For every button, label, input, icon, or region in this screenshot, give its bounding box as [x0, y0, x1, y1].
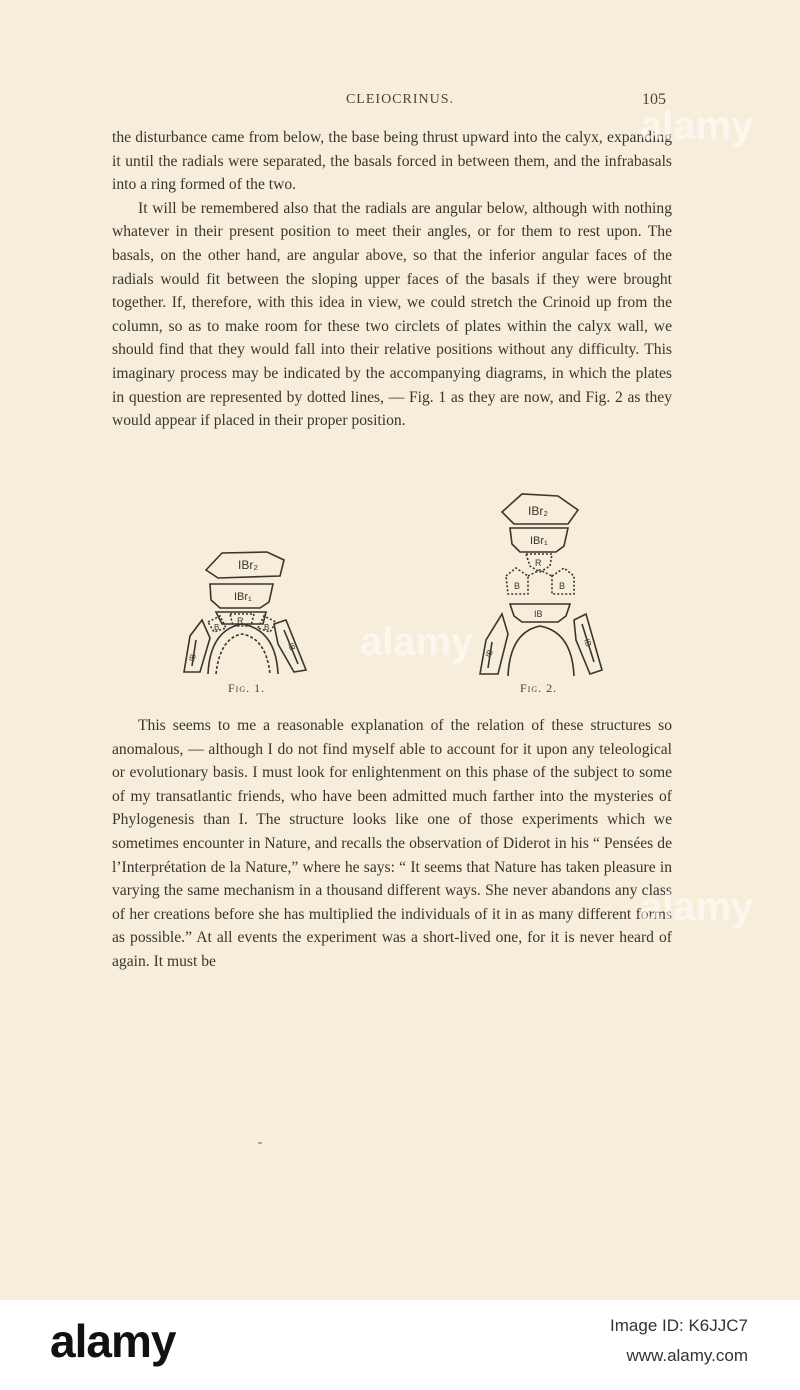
fig2-label-ibr1: IBr₁ — [530, 535, 548, 547]
fig1-label-b-right: B — [264, 623, 270, 632]
fig2-label-b-left: B — [514, 581, 521, 591]
fig1-label-ibr2: IBr₂ — [238, 558, 258, 572]
fig1-plate-ib-left — [184, 620, 210, 672]
fig2-label-ibr2: IBr₂ — [528, 504, 548, 518]
page-number: 105 — [642, 91, 666, 108]
image-id-label: Image ID: K6JJC7 — [610, 1316, 748, 1335]
fig2-label-ib-center: IB — [534, 609, 543, 619]
fig1-label-ib-left: IB — [187, 652, 198, 663]
body-text-bottom — [112, 714, 672, 974]
brand-logo: alamy — [50, 1315, 176, 1367]
watermark-right: alamy — [640, 885, 754, 929]
paragraph-3: This seems to me a reasonable explanation of the relation of these structures so anomalous, — although I do not find myself able to account for it upon any teleological or evolutionary basis. I must look for enlightenment on this phase of the subject to some of my transatlantic friends, who have been admitted much farther into the mysteries of Phylogenesis than I. The structure looks like one of those experiments which we sometimes encounter in Nature, and recalls the observation of Diderot in his “ Pensées de l’Interprétation de la Nature,” where he says: “ It seems that Nature has taken pleasure in varying the same mechanism in a thousand different ways. She never abandons any class of her creations before she has multiplied the individuals of it in as many different forms as possible.” At all events the experiment was a short-lived one, for it is never heard of again. It must be — [112, 717, 672, 970]
watermark-top-right: alamy — [640, 104, 754, 148]
body-text-top — [112, 126, 672, 433]
figure-1-svg — [170, 540, 320, 680]
fig1-label-r: R — [237, 616, 244, 626]
fig2-plate-ib-left — [480, 614, 508, 674]
running-title: CLEIOCRINUS. — [345, 92, 455, 107]
fig2-connector — [528, 570, 552, 576]
figure-1-diagram — [170, 540, 320, 680]
fig1-label-ib-right: IB — [286, 641, 298, 652]
paragraph-1: the disturbance came from below, the base being thrust upward into the calyx, expanding it until the radials were separated, the basals forced in between them, and the infrabasals into a ring formed of the two. — [112, 129, 672, 194]
figure-2-caption: Fig. 2. — [520, 681, 558, 695]
paragraph-2: It will be remembered also that the radials are angular below, although with nothing whatever in their present position to meet their angles, or for them to rest upon. The basals, on the other hand, are angular above, so that the inferior angular faces of the radials would fit between the sloping upper faces of the basals if they were brought together. If, therefore, with this idea in view, we could stretch the Crinoid up from the column, so as to make room for these two circlets of plates within the calyx wall, we should find that they would fall into their relative positions without any difficulty. This imaginary process may be indicated by the accompanying diagrams, in which the plates in question are represented by dotted lines, — Fig. 1 as they are now, and Fig. 2 as they would appear if placed in their proper position. — [112, 199, 672, 430]
fig1-label-ibr1: IBr₁ — [234, 591, 252, 603]
fig2-label-b-right: B — [559, 581, 566, 591]
fig2-label-ib-left: IB — [483, 648, 496, 659]
fig1-label-b-left: B — [214, 623, 220, 632]
watermark-center: alamy — [360, 620, 474, 664]
figure-1-caption: Fig. 1. — [228, 681, 266, 695]
figure-2-diagram — [472, 490, 612, 680]
fig2-column-arc — [508, 626, 574, 676]
fig1-column-arc-inner — [216, 634, 270, 674]
fig2-label-ib-right: IB — [582, 637, 594, 648]
scan-speck — [258, 1142, 262, 1144]
figure-2-svg — [472, 490, 612, 680]
fig2-label-r: R — [535, 558, 542, 568]
site-url: www.alamy.com — [626, 1346, 748, 1365]
